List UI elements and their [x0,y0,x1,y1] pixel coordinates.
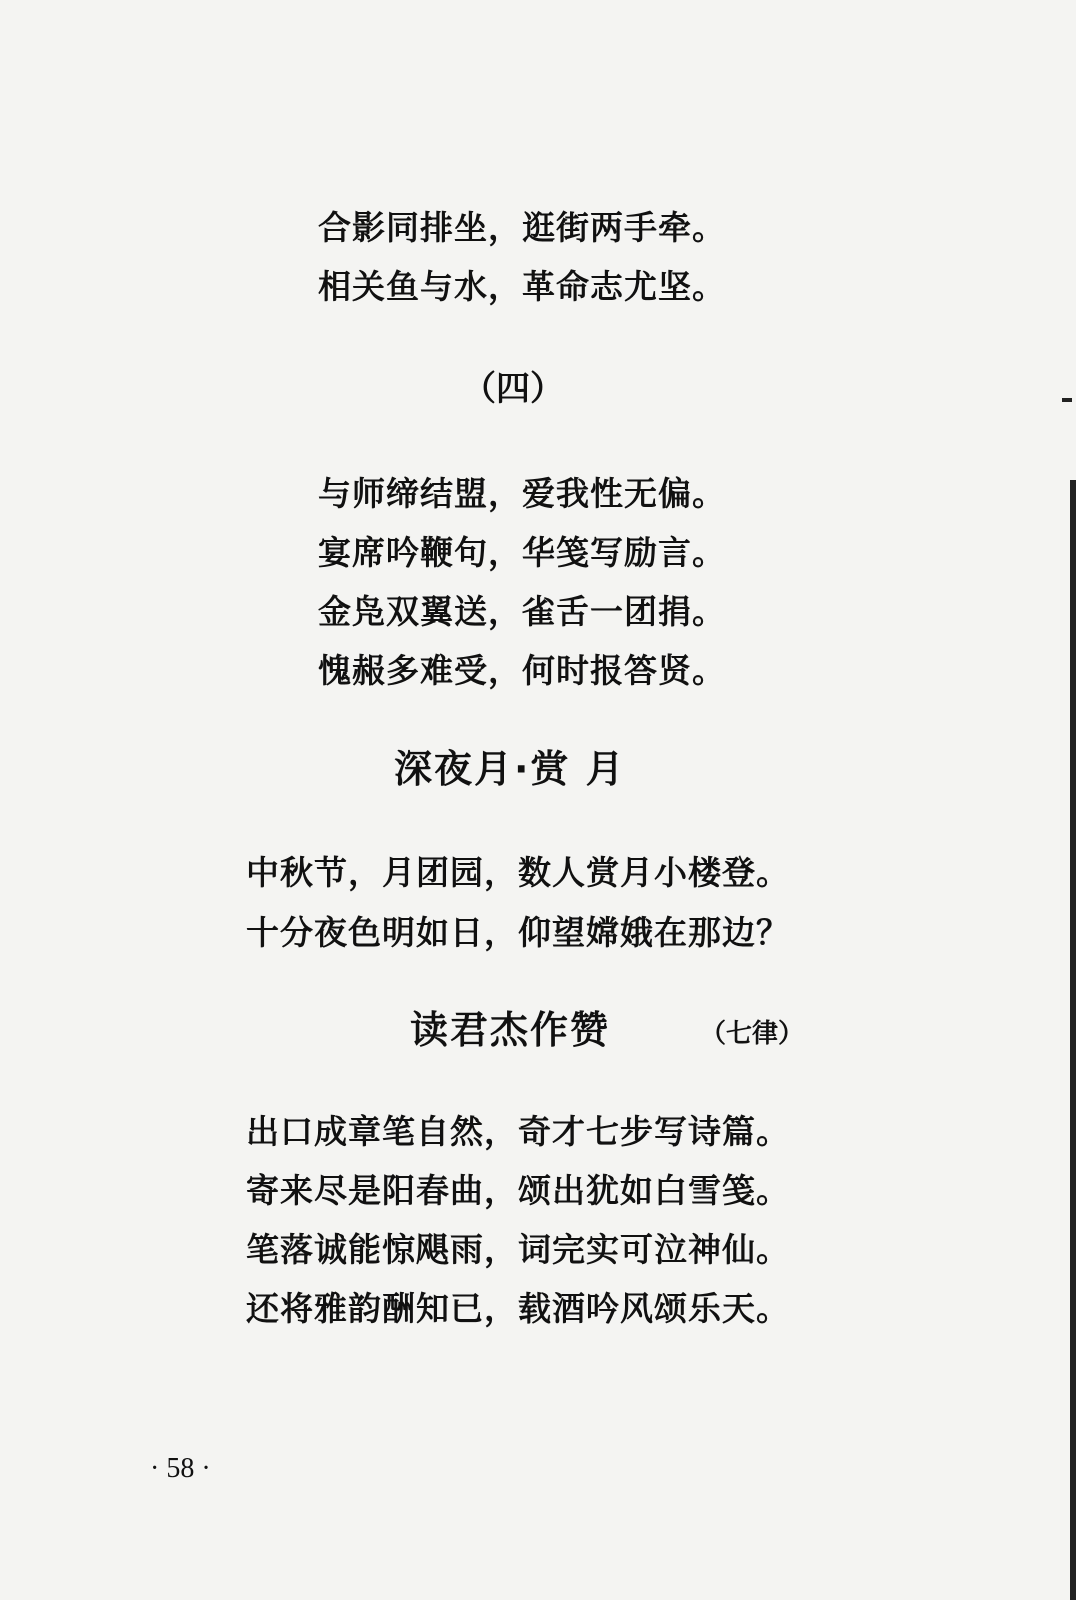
poem-title: 读君杰作赞 [410,1008,611,1052]
page-number: · 58 · [150,1453,211,1484]
poem-form-note: （七律） [700,1019,805,1049]
poem-line: 宴席吟鞭句，华笺写励言。 [318,533,726,572]
poem-line: 愧赧多难受，何时报答贤。 [318,651,726,690]
poem-line: 中秋节，月团园，数人赏月小楼登。 [246,853,790,892]
poem-line: 出口成章笔自然，奇才七步写诗篇。 [246,1112,790,1151]
page-edge-shadow [1070,480,1076,1600]
poem-line: 寄来尽是阳春曲，颂出犹如白雪笺。 [246,1171,790,1210]
poem-line: 还将雅韵酬知已，载酒吟风颂乐天。 [246,1289,790,1328]
section-number: （四） [462,369,564,409]
poem-line: 与师缔结盟，爱我性无偏。 [318,474,726,513]
poem-line: 十分夜色明如日，仰望嫦娥在那边？ [246,913,790,952]
poem-line: 合影同排坐，逛街两手牵。 [318,208,726,247]
poem-line: 金凫双翼送，雀舌一团捐。 [318,592,726,631]
poem-line: 相关鱼与水，革命志尤坚。 [318,267,726,306]
poem-line: 笔落诚能惊飓雨，词完实可泣神仙。 [246,1230,790,1269]
page-edge-mark [1062,398,1072,402]
poem-title: 深夜月·赏 月 [394,747,626,791]
